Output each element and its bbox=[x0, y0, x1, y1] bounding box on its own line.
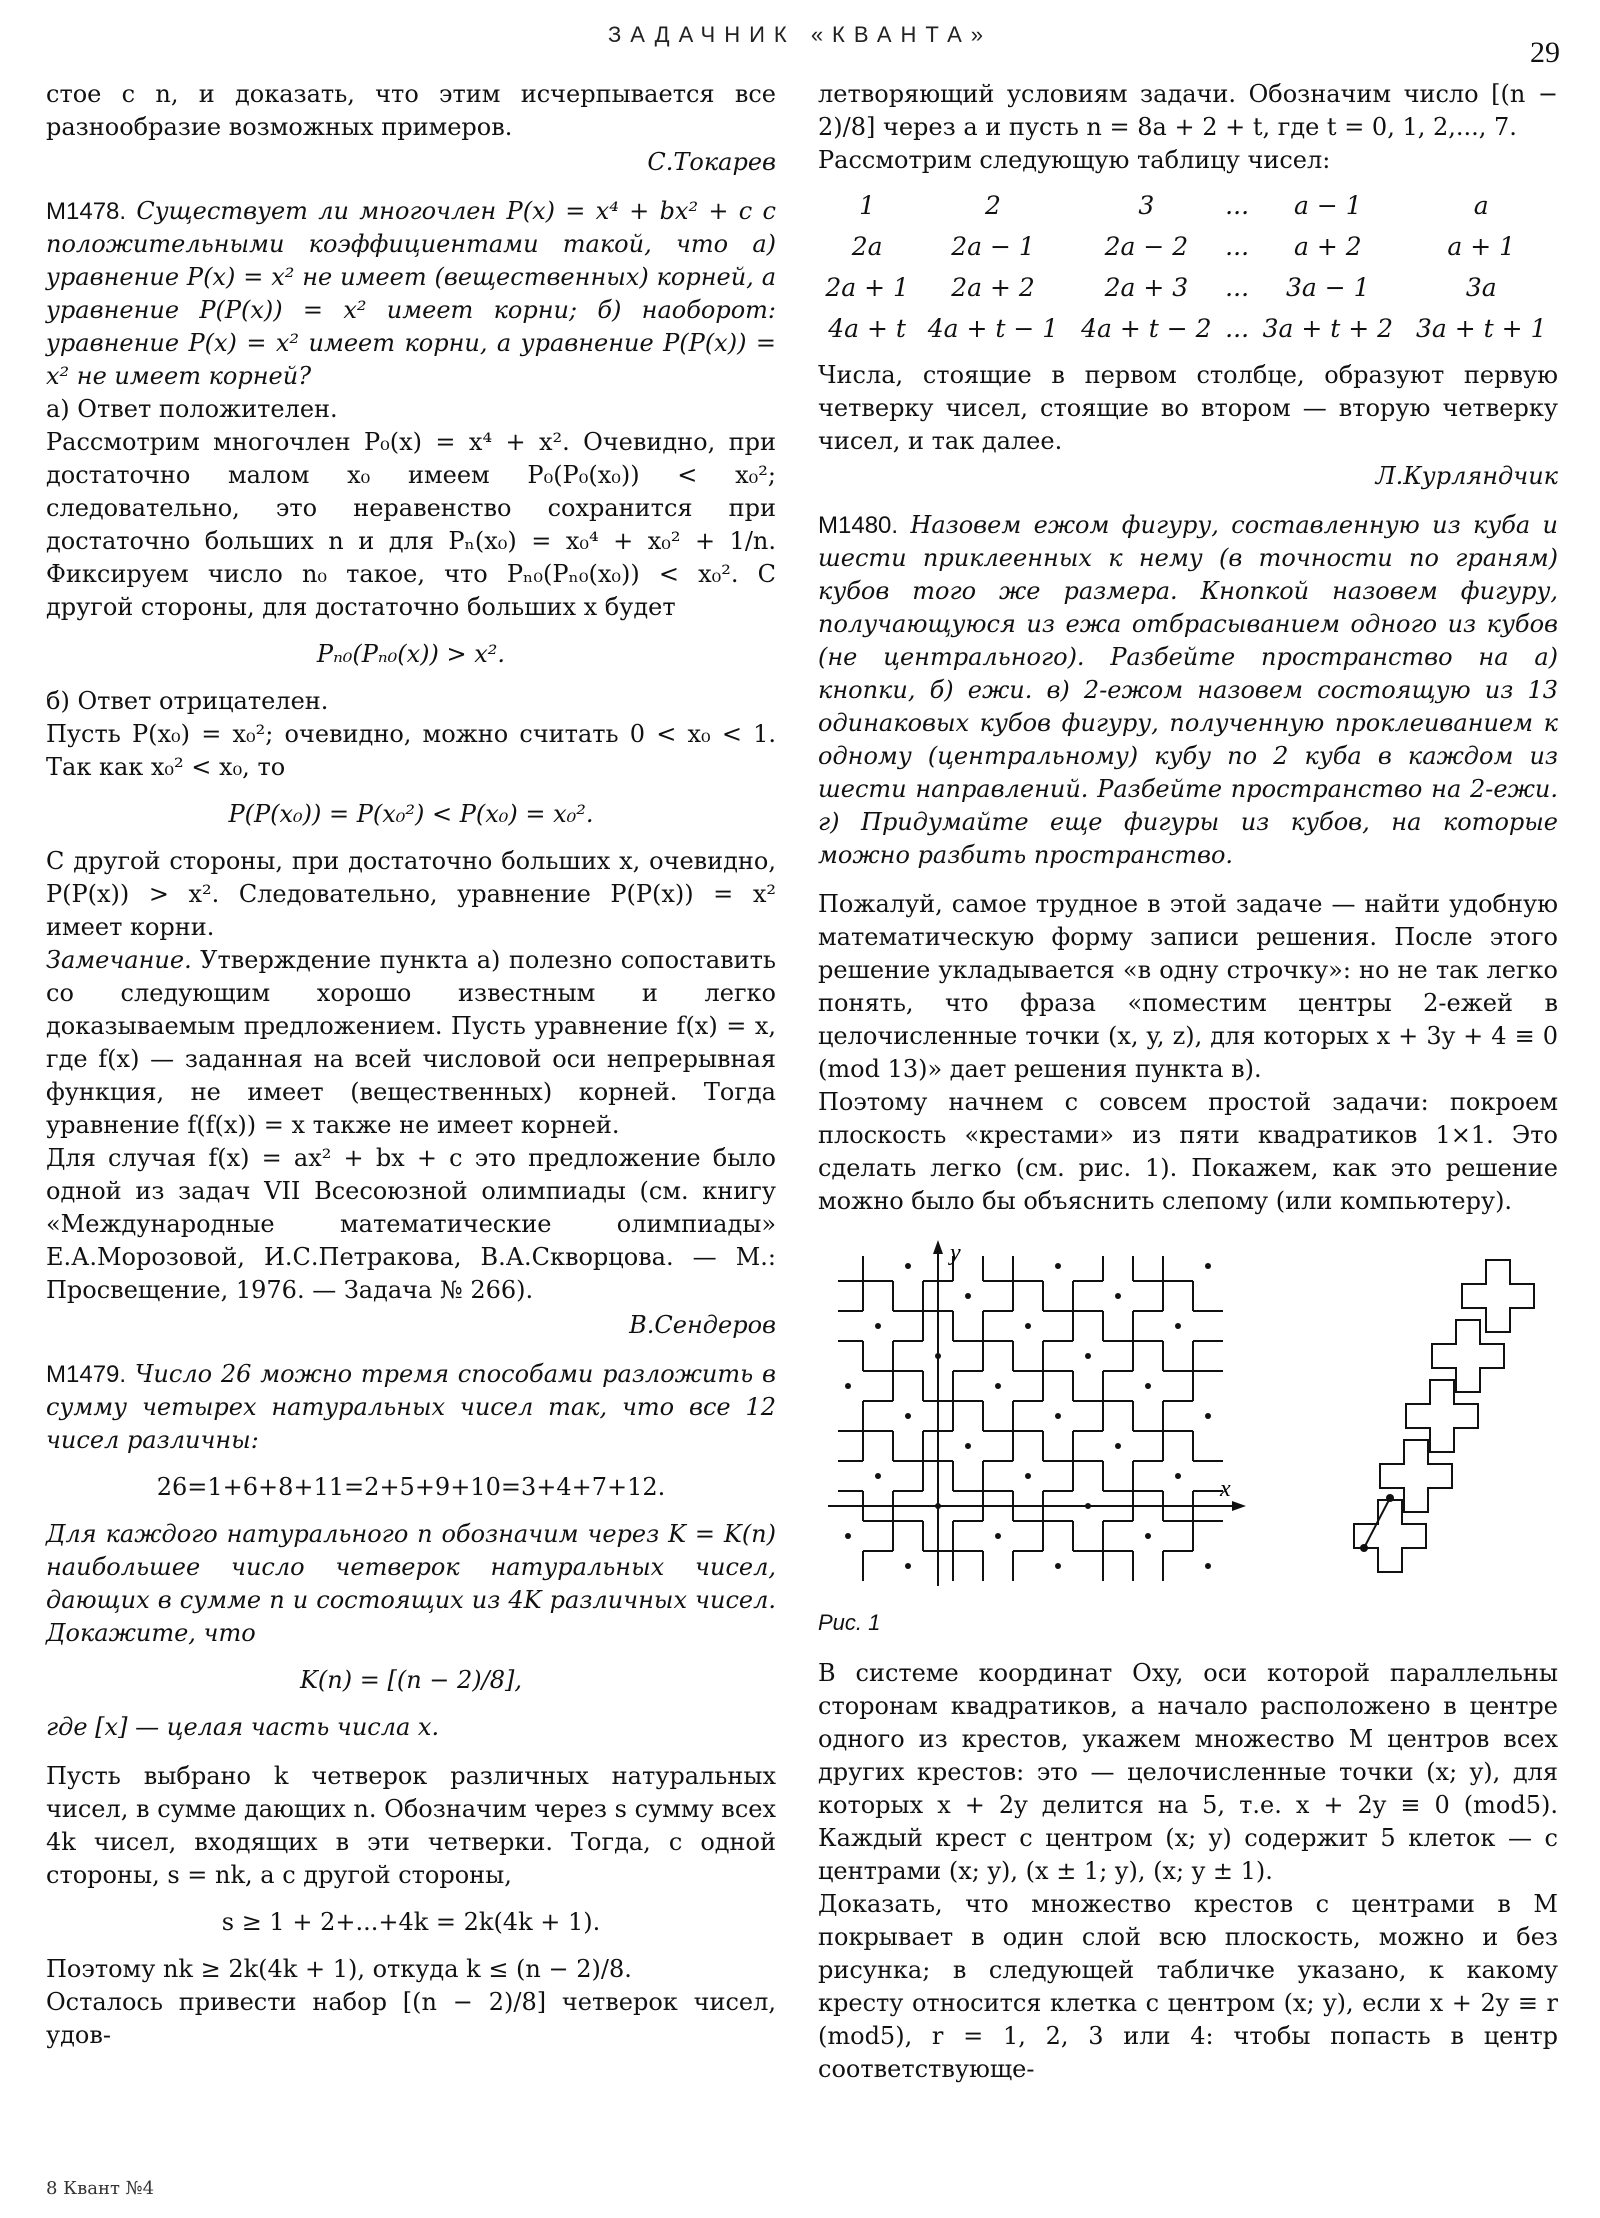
problem-m1480 bbox=[818, 509, 1558, 872]
table-explanation: Числа, стоящие в первом столбце, образуют первую четверку чисел, стоящие во втором — вторую четверку чисел, и так далее. bbox=[818, 361, 1558, 455]
cross-centers bbox=[845, 1263, 1211, 1569]
footer-signature: 8 Квант №4 bbox=[46, 2178, 155, 2199]
answer-b: б) Ответ отрицателен. bbox=[46, 687, 329, 715]
problem-statement: Существует ли многочлен P(x) = x⁴ + bx² + c с положительными коэффициентами такой, что а) уравнение P(x) = x² не имеет (вещественных) корней, а уравнение P(P(x)) = x² имеет корни; б) наоборот: уравнение P(x) = x² имеет корни, а уравнение P(P(x)) = x² не имеет корней? bbox=[46, 197, 776, 390]
cross-center-dot bbox=[1025, 1323, 1031, 1329]
cross-center-dot bbox=[1145, 1533, 1151, 1539]
solution-text-2: Поэтому начнем с совсем простой задачи: покроем плоскость «крестами» из пяти квадратиков 1×1. Это сделать легко (см. рис. 1). Покажем, как это решение можно было бы объяснить слепому (или компьютеру). bbox=[818, 1088, 1558, 1215]
table-cell: 2a bbox=[851, 232, 883, 261]
cross-stack bbox=[1354, 1260, 1534, 1572]
vector-start-dot bbox=[1360, 1544, 1368, 1552]
problem-statement: Назовем ежом фигуру, составленную из куба и шести приклеенных к нему (в точности по граням) кубов того же размера. Кнопкой назовем фигуру, получающуюся из ежа отбрасыванием одного из кубов (не центрального). Разбейте пространство на а) кнопки, б) ежи. в) 2-ежом назовем состоящую из 13 одинаковых кубов фигуру, полученную проклеиванием к одному (центральному) кубу по 2 куба в каждом из шести направлений. Разбейте пространство на 2-ежи. г) Придумайте еще фигуры из кубов, на которые можно разбить пространство. bbox=[818, 511, 1558, 869]
table-cell: 3a − 1 bbox=[1286, 273, 1370, 302]
signature-senderov: В.Сендеров bbox=[629, 1311, 776, 1339]
problem-id: М1479. bbox=[46, 1361, 127, 1388]
formula: s ≥ 1 + 2+...+4k = 2k(4k + 1). bbox=[221, 1908, 601, 1936]
table-cell: 2a + 2 bbox=[951, 273, 1035, 302]
cross-center-dot bbox=[1055, 1263, 1061, 1269]
figure-cross-tiling bbox=[818, 1236, 1558, 1596]
table-cell: 2 bbox=[985, 191, 1001, 220]
signature-tokarev: С.Токарев bbox=[647, 148, 776, 176]
solution-b-continued: С другой стороны, при достаточно больших x, очевидно, P(P(x)) > x². Следовательно, уравнение P(P(x)) = x² имеет корни. bbox=[46, 847, 776, 941]
table-cell: ... bbox=[1225, 232, 1250, 261]
cross-center-dot bbox=[1175, 1323, 1181, 1329]
right-column bbox=[818, 78, 1558, 2086]
table-cell: a − 1 bbox=[1293, 191, 1362, 220]
table-cell: 4a + t − 1 bbox=[927, 314, 1059, 343]
table-intro: Рассмотрим следующую таблицу чисел: bbox=[818, 146, 1331, 174]
solution-text-3: В системе координат Oxy, оси которой параллельны сторонам квадратиков, а начало расположено в центре одного из крестов, укажем множество M центров всех других крестов: это — целочисленные точки (x; y), для которых x + 2y делится на 5, т.е. x + 2y ≡ 0 (mod5). Каждый крест с центром (x; y) содержит 5 клеток — с центрами (x; y), (x ± 1; y), (x; y ± 1). bbox=[818, 1659, 1558, 1885]
formula: Pₙ₀(Pₙ₀(x)) > x². bbox=[316, 640, 506, 668]
continuation-text: стое с n, и доказать, что этим исчерпывается все разнообразие возможных примеров. bbox=[46, 80, 776, 141]
continuation-text: летворяющий условиям задачи. Обозначим число [(n − 2)/8] через a и пусть n = 8a + 2 + t, где t = 0, 1, 2,..., 7. bbox=[818, 80, 1558, 141]
cross-center-dot bbox=[995, 1383, 1001, 1389]
cross-center-dot bbox=[1025, 1473, 1031, 1479]
table-cell: 4a + t − 2 bbox=[1081, 314, 1212, 343]
formula: 26=1+6+8+11=2+5+9+10=3+4+7+12. bbox=[156, 1473, 666, 1501]
cross-center-dot bbox=[1145, 1383, 1151, 1389]
cross-center-dot bbox=[905, 1413, 911, 1419]
formula: K(n) = [(n − 2)/8], bbox=[299, 1666, 522, 1694]
cross-center-dot bbox=[1055, 1413, 1061, 1419]
table-row bbox=[818, 226, 1558, 267]
cross-center-dot bbox=[845, 1383, 851, 1389]
cross-center-dot bbox=[1115, 1443, 1121, 1449]
page-number: 29 bbox=[1530, 36, 1560, 69]
table-cell: 2a + 3 bbox=[1104, 273, 1189, 302]
remark-label: Замечание. bbox=[46, 946, 192, 974]
problem-m1478 bbox=[46, 195, 776, 393]
formula: P(P(x₀)) = P(x₀²) < P(x₀) = x₀². bbox=[228, 800, 594, 828]
problem-id: М1480. bbox=[818, 512, 899, 539]
x-axis-label: x bbox=[1220, 1476, 1231, 1502]
table-cell: 3a + t + 2 bbox=[1262, 314, 1394, 343]
table-row bbox=[818, 267, 1558, 308]
answer-a: а) Ответ положителен. bbox=[46, 395, 338, 423]
running-header: ЗАДАЧНИК «КВАНТА» bbox=[607, 22, 992, 47]
left-column bbox=[46, 78, 776, 2052]
cross-center-dot bbox=[905, 1563, 911, 1569]
signature-kurlyandchik: Л.Курляндчик bbox=[1375, 462, 1558, 490]
remark-text-2: Для случая f(x) = ax² + bx + c это предложение было одной из задач VII Всесоюзной олимпиады (см. книгу «Международные математические олимпиады» Е.А.Морозовой, И.С.Петракова, В.А.Скворцова. — М.: Просвещение, 1976. — Задача № 266). bbox=[46, 1144, 776, 1304]
cross-center-dot bbox=[1205, 1263, 1211, 1269]
problem-id: М1478. bbox=[46, 198, 127, 225]
problem-m1479 bbox=[46, 1358, 776, 1457]
cross-center-dot bbox=[905, 1263, 911, 1269]
table-cell: 4a + t bbox=[828, 314, 906, 343]
solution-text-4: Доказать, что множество крестов с центрами в M покрывает в один слой всю плоскость, можно и без рисунка; в следующей табличке указано, к какому кресту относится клетка с центром (x; y), если x + 2y ≡ r (mod5), r = 1, 2, 3 или 4: чтобы попасть в центр соответствующе- bbox=[818, 1890, 1558, 2083]
problem-statement: Число 26 можно тремя способами разложить в сумму четырех натуральных чисел так, что все 12 чисел различны: bbox=[46, 1360, 776, 1454]
y-axis-label: y bbox=[950, 1240, 961, 1266]
table-cell: ... bbox=[1225, 314, 1250, 343]
table-cell: 2a − 2 bbox=[1104, 232, 1189, 261]
table-cell: a bbox=[1473, 191, 1489, 220]
table-cell: 2a − 1 bbox=[951, 232, 1035, 261]
table-cell: a + 1 bbox=[1447, 232, 1516, 261]
table-cell: 3a + t + 1 bbox=[1416, 314, 1547, 343]
table-cell: a + 2 bbox=[1293, 232, 1362, 261]
solution-text-2: Поэтому nk ≥ 2k(4k + 1), откуда k ≤ (n − 2)/8. bbox=[46, 1955, 632, 1983]
table-cell: 3a bbox=[1465, 273, 1497, 302]
cross-center-dot bbox=[1085, 1353, 1091, 1359]
cross-center-dot bbox=[1055, 1563, 1061, 1569]
table-cell: ... bbox=[1225, 273, 1250, 302]
vector-end-dot bbox=[1386, 1494, 1394, 1502]
cross-center-dot bbox=[1175, 1473, 1181, 1479]
table-cell: 1 bbox=[859, 191, 876, 220]
solution-text: Пусть выбрано k четверок различных натуральных чисел, в сумме дающих n. Обозначим через s сумму всех 4k чисел, входящих в эти четверки. Тогда, с одной стороны, s = nk, а с другой стороны, bbox=[46, 1762, 776, 1889]
solution-text: Пожалуй, самое трудное в этой задаче — найти удобную математическую форму записи решения. После этого решение укладывается «в одну строчку»: но не так легко понять, что фраза «поместим центры 2-ежей в целочисленные точки (x, y, z), для которых x + 3y + 4 ≡ 0 (mod 13)» дает решения пункта в). bbox=[818, 890, 1558, 1083]
figure-caption: Рис. 1 bbox=[818, 1610, 881, 1635]
cross-center-dot bbox=[1205, 1413, 1211, 1419]
cross-tiling-grid bbox=[833, 1251, 1223, 1581]
cross-center-dot bbox=[1205, 1563, 1211, 1569]
problem-statement-2: Для каждого натурального n обозначим через K = K(n) наибольшее число четверок натуральных чисел, дающих в сумме n и состоящих из 4K различных чисел. Докажите, что bbox=[46, 1520, 776, 1647]
solution-text-3: Осталось привести набор [(n − 2)/8] четверок чисел, удов- bbox=[46, 1988, 776, 2049]
cross-center-dot bbox=[875, 1473, 881, 1479]
cross-center-dot bbox=[965, 1293, 971, 1299]
solution-b: Пусть P(x₀) = x₀²; очевидно, можно считать 0 < x₀ < 1. Так как x₀² < x₀, то bbox=[46, 720, 776, 781]
cross-center-dot bbox=[965, 1443, 971, 1449]
table-cell: 3 bbox=[1138, 191, 1155, 220]
table-cell: ... bbox=[1225, 191, 1250, 220]
problem-statement-3: где [x] — целая часть числа x. bbox=[46, 1713, 440, 1741]
cross-center-dot bbox=[845, 1533, 851, 1539]
table-row bbox=[818, 185, 1558, 226]
solution-a: Рассмотрим многочлен P₀(x) = x⁴ + x². Очевидно, при достаточно малом x₀ имеем P₀(P₀(x₀)) < x₀²; следовательно, это неравенство сохранится при достаточно больших n и для Pₙ(x₀) = x₀⁴ + x₀² + 1/n. Фиксируем число n₀ такое, что Pₙ₀(Pₙ₀(x₀)) < x₀². С другой стороны, для достаточно больших x будет bbox=[46, 428, 776, 621]
cross-center-dot bbox=[995, 1533, 1001, 1539]
remark-text: Утверждение пункта а) полезно сопоставить со следующим хорошо известным и легко доказываемым предложением. Пусть уравнение f(x) = x, где f(x) — заданная на всей числовой оси непрерывная функция, не имеет (вещественных) корней. Тогда уравнение f(f(x)) = x также не имеет корней. bbox=[46, 946, 776, 1139]
cross-center-dot bbox=[875, 1323, 881, 1329]
table-cell: 2a + 1 bbox=[825, 273, 909, 302]
cross-center-dot bbox=[1115, 1293, 1121, 1299]
number-table bbox=[818, 185, 1558, 349]
table-row bbox=[818, 308, 1558, 349]
